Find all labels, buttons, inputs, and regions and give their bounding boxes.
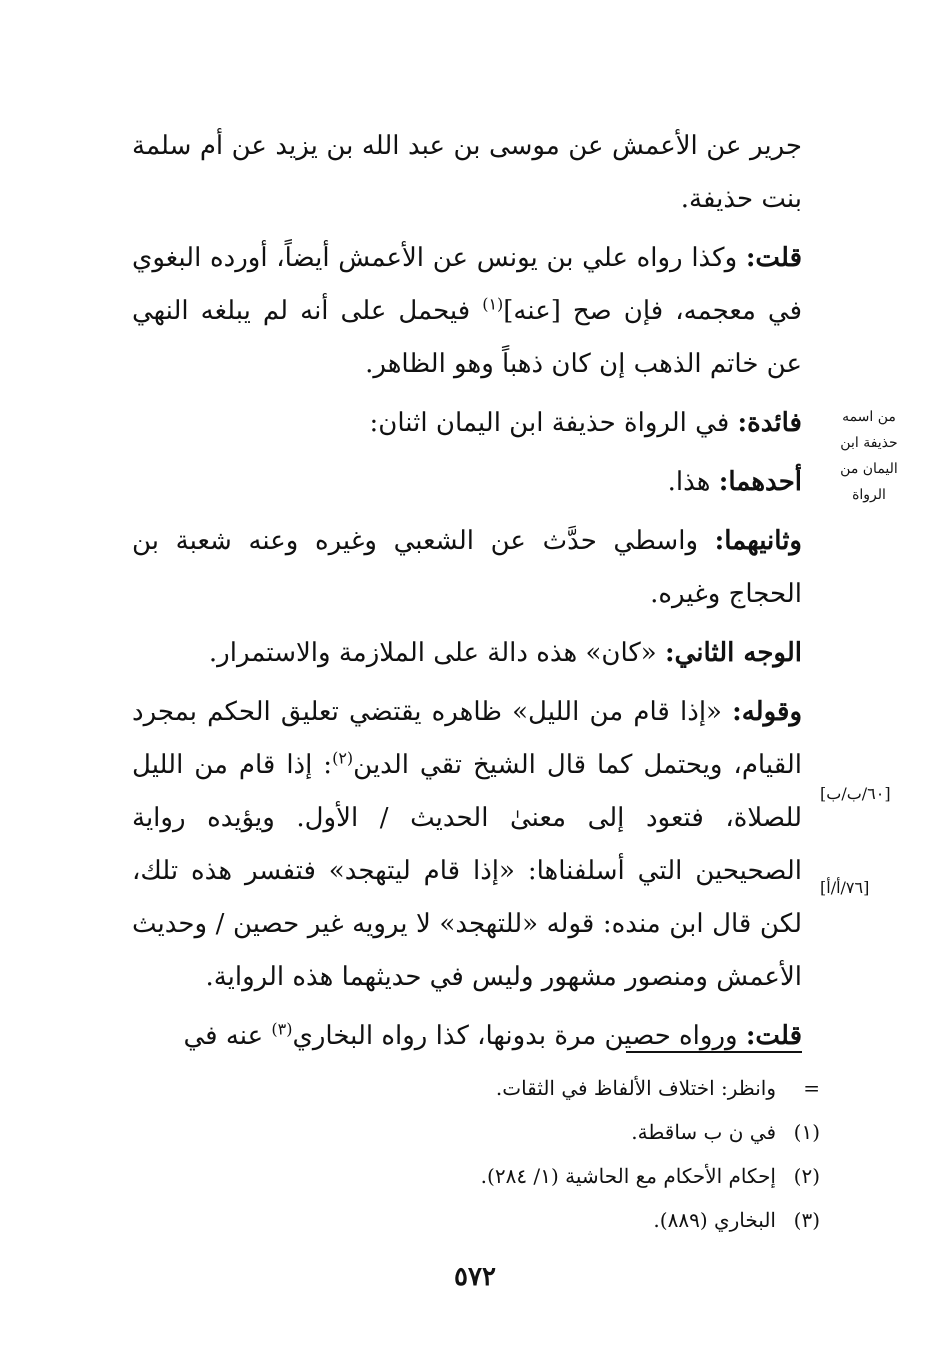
margin-heading-line: حذيفة ابن: [840, 435, 898, 451]
paragraph-1: جرير عن الأعمش عن موسى بن عبد الله بن يزيد عن أم سلمة بنت حذيفة.: [132, 131, 802, 214]
paragraph-2: قلت: وكذا رواه علي بن يونس عن الأعمش أيضاً، أورده البغوي في معجمه، فإن صح [عنه]$^{(١)}$ فيحمل على أنه لم يبلغه النهي عن خاتم الذهب إن كان ذهباً وهو الظاهر.: [132, 243, 802, 379]
footnote-item: (٢) إحكام الأحكام مع الحاشية (١/ ٢٨٤).: [480, 1164, 820, 1188]
paragraph-5: وثانيهما: واسطي حدَّث عن الشعبي وغيره وعنه شعبة بن الحجاج وغيره.: [132, 526, 802, 609]
page-number: ٥٧٢: [454, 1262, 496, 1292]
margin-heading-line: الرواة: [852, 487, 886, 503]
margin-heading-line: اليمان من: [840, 461, 898, 477]
paragraph-lead: الوجه الثاني:: [664, 638, 802, 668]
paragraph-6: الوجه الثاني: «كان» هذه دالة على الملازمة والاستمرار.: [208, 638, 802, 668]
paragraph-lead: قلت:: [745, 1021, 802, 1051]
main-text: [132, 120, 802, 1069]
manuscript-ref-2: [٧٦/أ/أ]: [820, 878, 870, 897]
paragraph-lead: أحدهما:: [718, 467, 802, 497]
paragraph-lead: وقوله:: [732, 697, 802, 727]
paragraph-3: فائدة: في الرواة حذيفة ابن اليمان اثنان:: [369, 408, 802, 438]
margin-heading: [814, 404, 924, 508]
footnote-continuation: = وانظر: اختلاف الألفاظ في الثقات.: [495, 1076, 820, 1100]
footnotes: [300, 1066, 820, 1242]
manuscript-ref-1: [٦٠/ب/ب]: [820, 784, 891, 803]
margin-heading-line: من اسمه: [842, 409, 896, 425]
paragraph-8: قلت: ورواه حصين مرة بدونها، كذا رواه البخاري$^{(٣)}$ عنه في: [183, 1019, 802, 1051]
paragraph-lead: وثانيهما:: [714, 526, 802, 556]
footnote-rule: [626, 1051, 802, 1053]
footnote-item: (٣) البخاري (٨٨٩).: [653, 1208, 820, 1232]
footnote-mark: (٢): [332, 748, 354, 768]
paragraph-7: وقوله: «إذا قام من الليل» ظاهره يقتضي تعليق الحكم بمجرد القيام، ويحتمل كما قال الشيخ تقي الدين$^{(٢)}$: إذا قام من الليل للصلاة، فتعود إلى معنىٰ الحديث / الأول. ويؤيده رواية الصحيحين التي أسلفناها: «إذا قام ليتهجد» فتفسر هذه تلك، لكن قال ابن منده: قوله «للتهجد» لا يرويه غير حصين / وحديث الأعمش ومنصور مشهور وليس في حديثهما هذه الرواية.: [132, 697, 802, 992]
paragraph-lead: فائدة:: [737, 408, 802, 438]
footnote-mark: (١): [482, 294, 504, 314]
footnote-mark: (٣): [271, 1019, 293, 1039]
paragraph-lead: قلت:: [745, 243, 802, 273]
footnote-item: (١) في ن ب ساقطة.: [631, 1120, 820, 1144]
paragraph-4: أحدهما: هذا.: [667, 467, 802, 497]
